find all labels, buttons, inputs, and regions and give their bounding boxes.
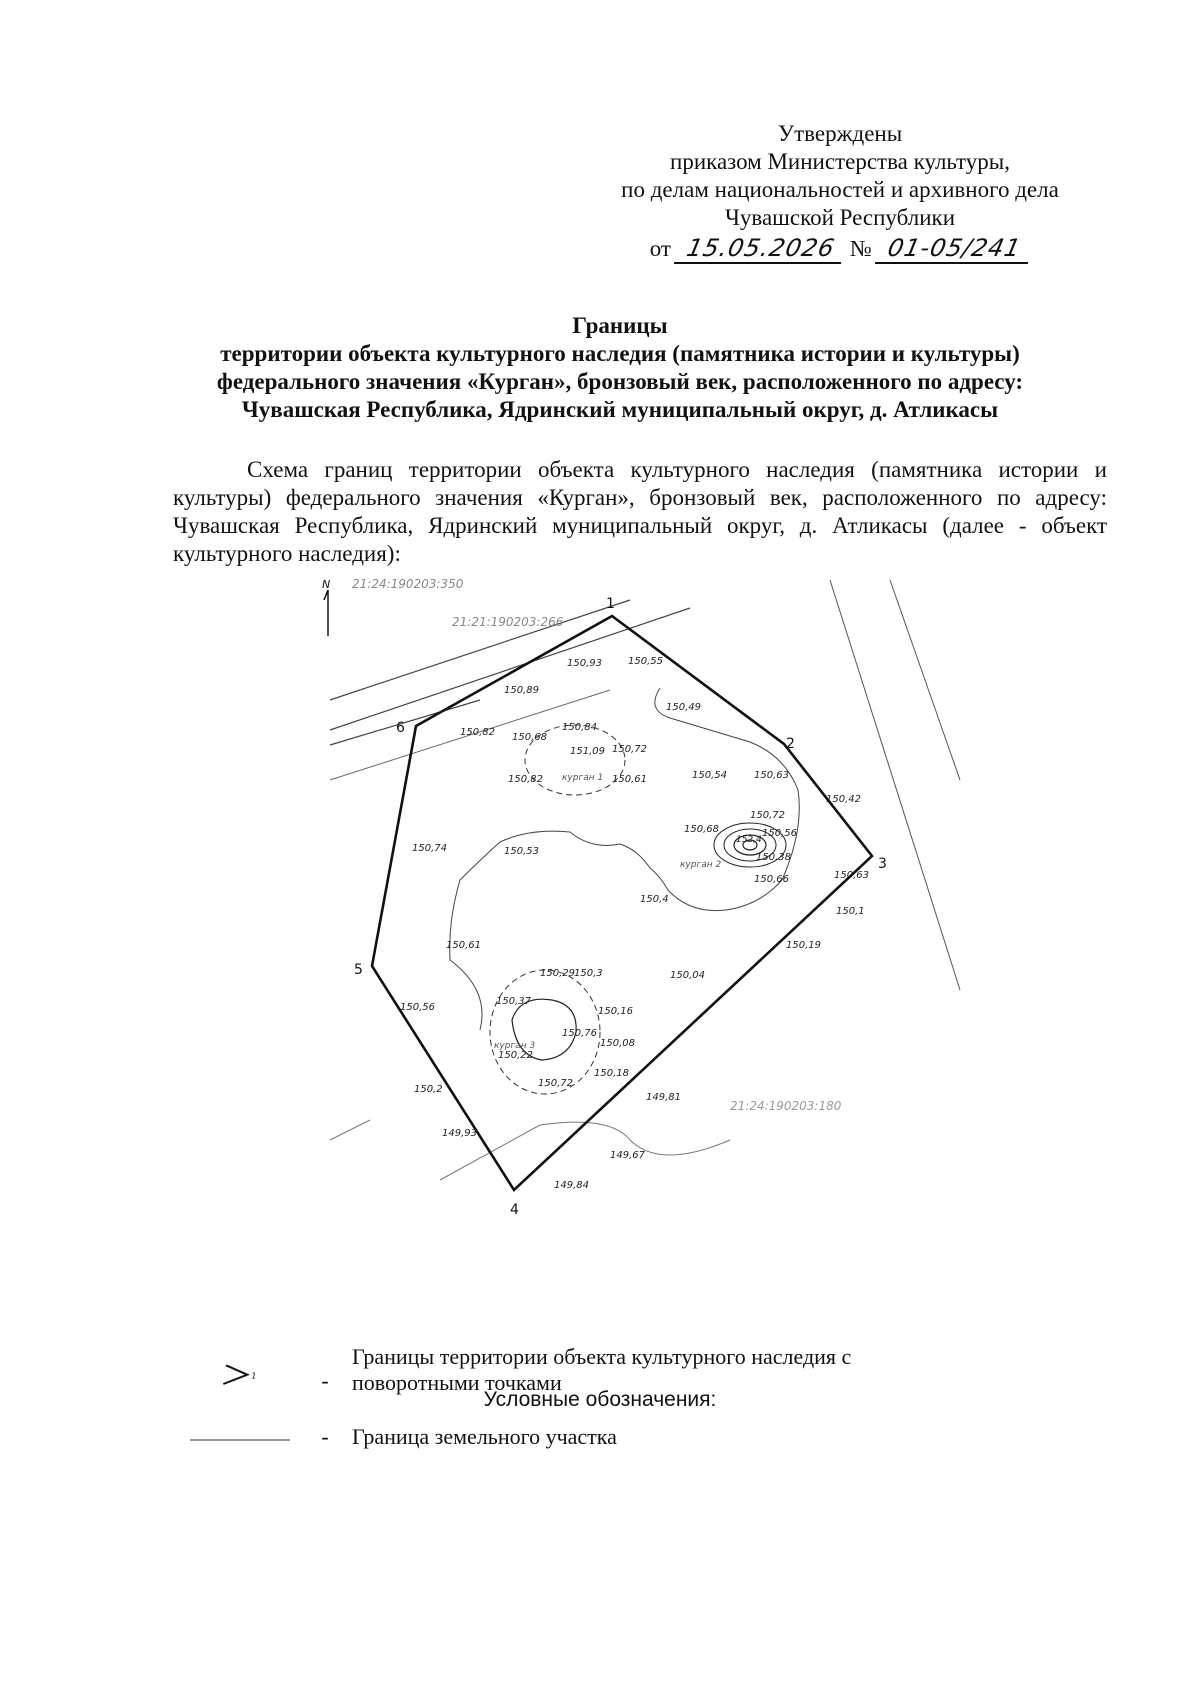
- legend-text-parcel: Граница земельного участка: [352, 1424, 617, 1449]
- kurgan-1-label: курган 1: [562, 773, 604, 783]
- elevation-33: 150,76: [562, 1028, 597, 1039]
- legend-text-boundary: Границы территории объекта культурного наследия с поворотными точками: [352, 1344, 852, 1395]
- elevation-38: 150,2: [414, 1084, 443, 1095]
- elevation-11: 150,61: [612, 774, 647, 785]
- kurgan-2-top-elevation: 152,4: [736, 835, 762, 845]
- elevation-20: 150,53: [504, 846, 539, 857]
- elevation-26: 150,19: [786, 940, 821, 951]
- elevation-18: 150,38: [756, 852, 791, 863]
- elevation-13: 150,63: [754, 770, 789, 781]
- boundary-map: [322, 577, 960, 1320]
- elevation-28: 150,3: [574, 968, 603, 979]
- elevation-1: 150,93: [567, 658, 602, 669]
- approval-line-3: по делам национальностей и архивного дела: [621, 177, 1059, 202]
- elevation-19: 150,74: [412, 843, 447, 854]
- approval-line-2: приказом Министерства культуры,: [670, 149, 1010, 174]
- document-title: [100, 312, 1140, 424]
- parcel-label-2: 21:21:190203:266: [452, 615, 564, 629]
- north-arrow-icon: [324, 590, 328, 636]
- handwritten-number: 01-05/241: [874, 234, 1033, 264]
- parcel-line-bottom: [330, 1120, 730, 1180]
- elevation-8: 151,09: [570, 746, 605, 757]
- elevation-6: 150,68: [512, 732, 547, 743]
- kurgan-3-label: курган 3: [494, 1041, 536, 1051]
- title-line-3: федерального значения «Курган», бронзовый век, расположенного по адресу:: [216, 369, 1024, 394]
- approval-date-number: [560, 234, 1120, 264]
- elevation-14: 150,42: [826, 794, 861, 805]
- approval-block: [560, 120, 1120, 264]
- elevation-30: 150,56: [400, 1002, 435, 1013]
- elevation-36: 150,18: [594, 1068, 629, 1079]
- turning-point-6: 6: [396, 720, 405, 736]
- elevation-16: 150,68: [684, 824, 719, 835]
- elevation-21: 150,66: [754, 874, 789, 885]
- approval-line-4: Чувашской Республики: [724, 205, 956, 230]
- title-line-1: Границы: [572, 313, 668, 338]
- contour-line-3: [450, 960, 482, 1030]
- boundary-symbol-icon: [190, 1356, 310, 1396]
- turning-point-4: 4: [510, 1202, 519, 1218]
- kurgan-2-label: курган 2: [680, 860, 722, 870]
- elevation-40: 149,93: [442, 1128, 477, 1139]
- elevation-41: 149,67: [610, 1150, 645, 1161]
- turning-point-5: 5: [354, 962, 363, 978]
- elevation-32: 150,16: [598, 1006, 633, 1017]
- elevation-37: 150,72: [538, 1078, 573, 1089]
- turning-point-2: 2: [786, 736, 795, 752]
- elevation-35: 150,22: [498, 1050, 533, 1061]
- parcel-label-3: 21:24:190203:180: [730, 1099, 842, 1113]
- elevation-42: 149,84: [554, 1180, 589, 1191]
- elevation-17: 150,56: [762, 828, 797, 839]
- north-label: N: [322, 578, 331, 591]
- elevation-23: 150,4: [640, 894, 669, 905]
- turning-point-labels: [354, 596, 887, 1218]
- boundary-map-svg: [322, 577, 960, 1320]
- handwritten-date: 15.05.2026: [674, 234, 848, 264]
- elevation-12: 150,54: [692, 770, 727, 781]
- boundary-symbol-marker: 1: [251, 1371, 257, 1381]
- elevation-25: 150,61: [446, 940, 481, 951]
- intro-paragraph: Схема границ территории объекта культурного наследия (памятника истории и культуры) федерального значения «Курган», бронзовый век, расположенного по адресу: Чувашская Республика, Ядринский муниципальный округ, д. Атликасы (далее - объект культурного наследия):: [173, 457, 1107, 566]
- elevation-2: 150,55: [628, 656, 663, 667]
- parcel-line-symbol-icon: [190, 1430, 310, 1450]
- elevation-3: 150,89: [504, 685, 539, 696]
- elevation-7: 150,84: [562, 722, 597, 733]
- date-prefix: от: [649, 236, 671, 261]
- elevation-29: 150,04: [670, 970, 705, 981]
- elevation-4: 150,49: [666, 702, 701, 713]
- parcel-label-1: 21:24:190203:350: [352, 577, 464, 591]
- turning-point-3: 3: [878, 856, 887, 872]
- elevation-9: 150,72: [612, 744, 647, 755]
- elevation-31: 150,37: [496, 996, 531, 1007]
- elevation-39: 149,81: [646, 1092, 681, 1103]
- elevation-22: 150,63: [834, 870, 869, 881]
- elevation-27: 150,29: [540, 968, 575, 979]
- elevation-10: 150,82: [508, 774, 543, 785]
- elevation-5: 150,82: [460, 727, 495, 738]
- elevation-34: 150,08: [600, 1038, 635, 1049]
- elevation-15: 150,72: [750, 810, 785, 821]
- title-line-4: Чувашская Республика, Ядринский муниципальный округ, д. Атликасы: [241, 397, 999, 422]
- approval-line-1: Утверждены: [777, 121, 903, 146]
- parcel-line-right: [830, 580, 960, 990]
- legend-dash-1: -: [321, 1368, 329, 1393]
- number-prefix: №: [849, 236, 872, 261]
- elevation-24: 150,1: [836, 906, 865, 917]
- turning-point-1: 1: [606, 596, 615, 612]
- legend-dash-2: -: [321, 1424, 329, 1449]
- legend-title: Условные обозначения:: [483, 1388, 717, 1411]
- title-line-2: территории объекта культурного наследия (памятника истории и культуры): [220, 341, 1020, 366]
